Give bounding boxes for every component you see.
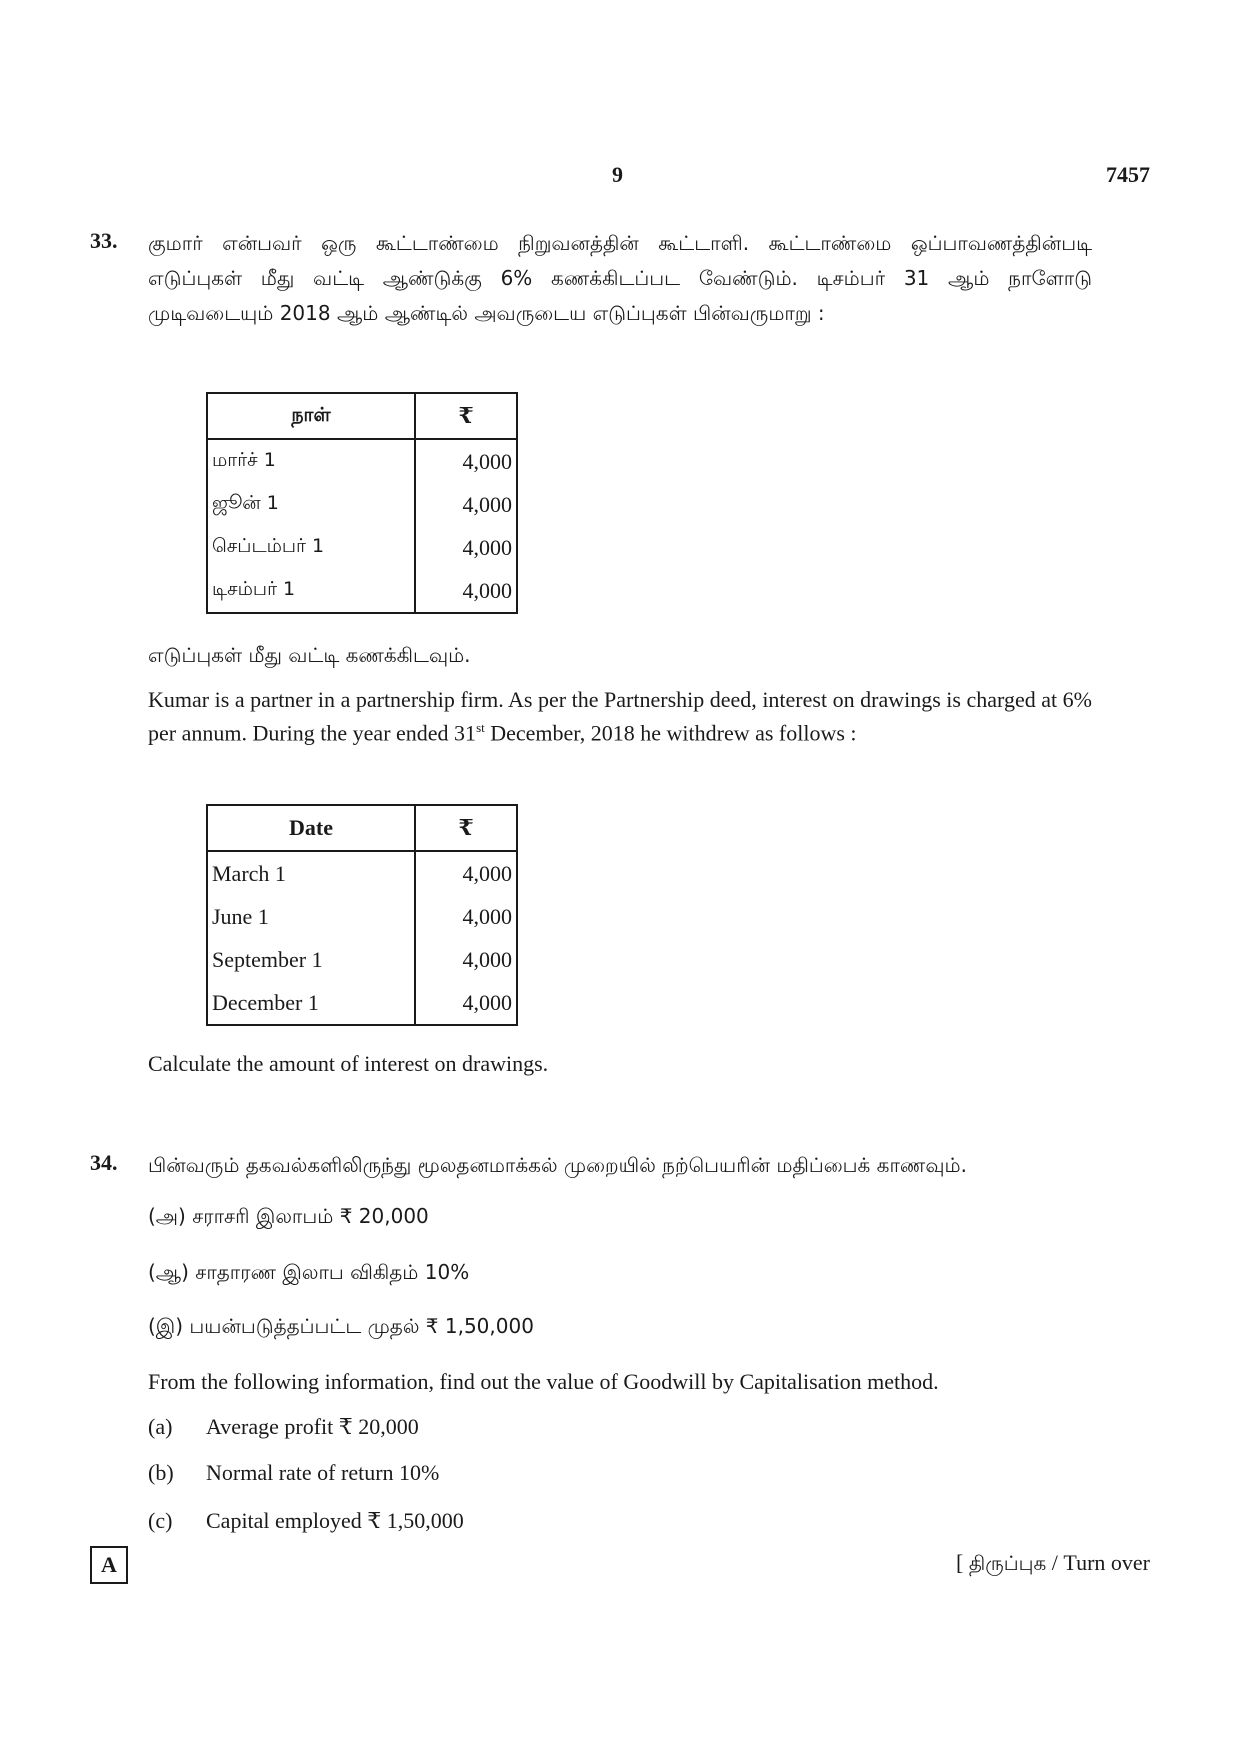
table-row (207, 895, 517, 938)
q33-english-instruction: Calculate the amount of interest on drawings. (148, 1051, 549, 1076)
table-cell-amount: 4,000 (415, 569, 517, 613)
table-row (207, 526, 517, 569)
q33-english-table (206, 804, 518, 1026)
q34-tamil-item: (அ) சராசரி இலாபம் ₹ 20,000 (148, 1204, 429, 1228)
table-cell-date: டிசம்பர் 1 (207, 569, 415, 613)
q34-tamil-item: (ஆ) சாதாரண இலாப விகிதம் 10% (148, 1260, 470, 1284)
q34-item-text: Normal rate of return 10% (206, 1460, 440, 1485)
q34-item-text: Average profit ₹ 20,000 (206, 1414, 419, 1439)
table-cell-amount: 4,000 (415, 938, 517, 981)
table-row (207, 851, 517, 895)
table-header-date: நாள் (207, 393, 415, 439)
paper-code: 7457 (1106, 162, 1150, 187)
q34-item-label: (c) (148, 1508, 173, 1533)
table-cell-amount: 4,000 (415, 483, 517, 526)
q33-english-sup: st (476, 720, 485, 735)
table-row (207, 439, 517, 483)
version-box: A (90, 1546, 128, 1584)
q34-tamil-text: பின்வரும் தகவல்களிலிருந்து மூலதனமாக்கல் முறையில் நற்பெயரின் மதிப்பைக் காணவும். (148, 1153, 967, 1177)
table-cell-amount: 4,000 (415, 526, 517, 569)
table-cell-date: June 1 (207, 895, 415, 938)
table-cell-amount: 4,000 (415, 981, 517, 1025)
table-cell-amount: 4,000 (415, 439, 517, 483)
q34-item-label: (a) (148, 1414, 173, 1439)
q33-english-part2: December, 2018 he withdrew as follows : (484, 720, 857, 746)
table-cell-amount: 4,000 (415, 895, 517, 938)
turn-over-bracket: [ (955, 1550, 969, 1575)
q34-tamil-item: (இ) பயன்படுத்தப்பட்ட முதல் ₹ 1,50,000 (148, 1314, 534, 1338)
table-cell-date: ஜூன் 1 (207, 483, 415, 526)
table-cell-amount: 4,000 (415, 851, 517, 895)
table-header-rupee: ₹ (415, 393, 517, 439)
table-header-date: Date (207, 805, 415, 851)
question-number-34: 34. (90, 1150, 118, 1175)
q33-tamil-text: குமார் என்பவர் ஒரு கூட்டாண்மை நிறுவனத்தின் கூட்டாளி. கூட்டாண்மை ஒப்பாவணத்தின்படி எடுப்புகள் மீது வட்டி ஆண்டுக்கு 6% கணக்கிடப்பட வேண்டும். டிசம்பர் 31 ஆம் நாளோடு முடிவடையும் 2018 ஆம் ஆண்டில் அவருடைய எடுப்புகள் பின்வருமாறு : (148, 231, 1093, 325)
q34-item-label: (b) (148, 1460, 174, 1485)
table-cell-date: March 1 (207, 851, 415, 895)
table-cell-date: மார்ச் 1 (207, 439, 415, 483)
q33-english-text (148, 686, 1092, 747)
q33-english-part1: Kumar is a partner in a partnership firm. As per the Partnership deed, interest on drawings is charged at 6% per annum. During the year ended 31 (148, 687, 1092, 746)
table-cell-date: September 1 (207, 938, 415, 981)
table-cell-date: செப்டம்பர் 1 (207, 526, 415, 569)
question-number-33: 33. (90, 228, 118, 253)
table-row (207, 569, 517, 613)
page-number: 9 (612, 162, 623, 187)
turn-over-note (956, 1550, 1150, 1578)
table-row (207, 981, 517, 1025)
q34-english-text: From the following information, find out the value of Goodwill by Capitalisation method. (148, 1369, 939, 1394)
q34-item-text: Capital employed ₹ 1,50,000 (206, 1508, 464, 1533)
table-cell-date: December 1 (207, 981, 415, 1025)
q33-tamil-table (206, 392, 518, 614)
q33-tamil-instruction: எடுப்புகள் மீது வட்டி கணக்கிடவும். (148, 643, 471, 667)
turn-over-tamil: திருப்புக (968, 1551, 1047, 1575)
table-row (207, 938, 517, 981)
table-row (207, 483, 517, 526)
turn-over-english: / Turn over (1046, 1550, 1150, 1575)
table-header-rupee: ₹ (415, 805, 517, 851)
